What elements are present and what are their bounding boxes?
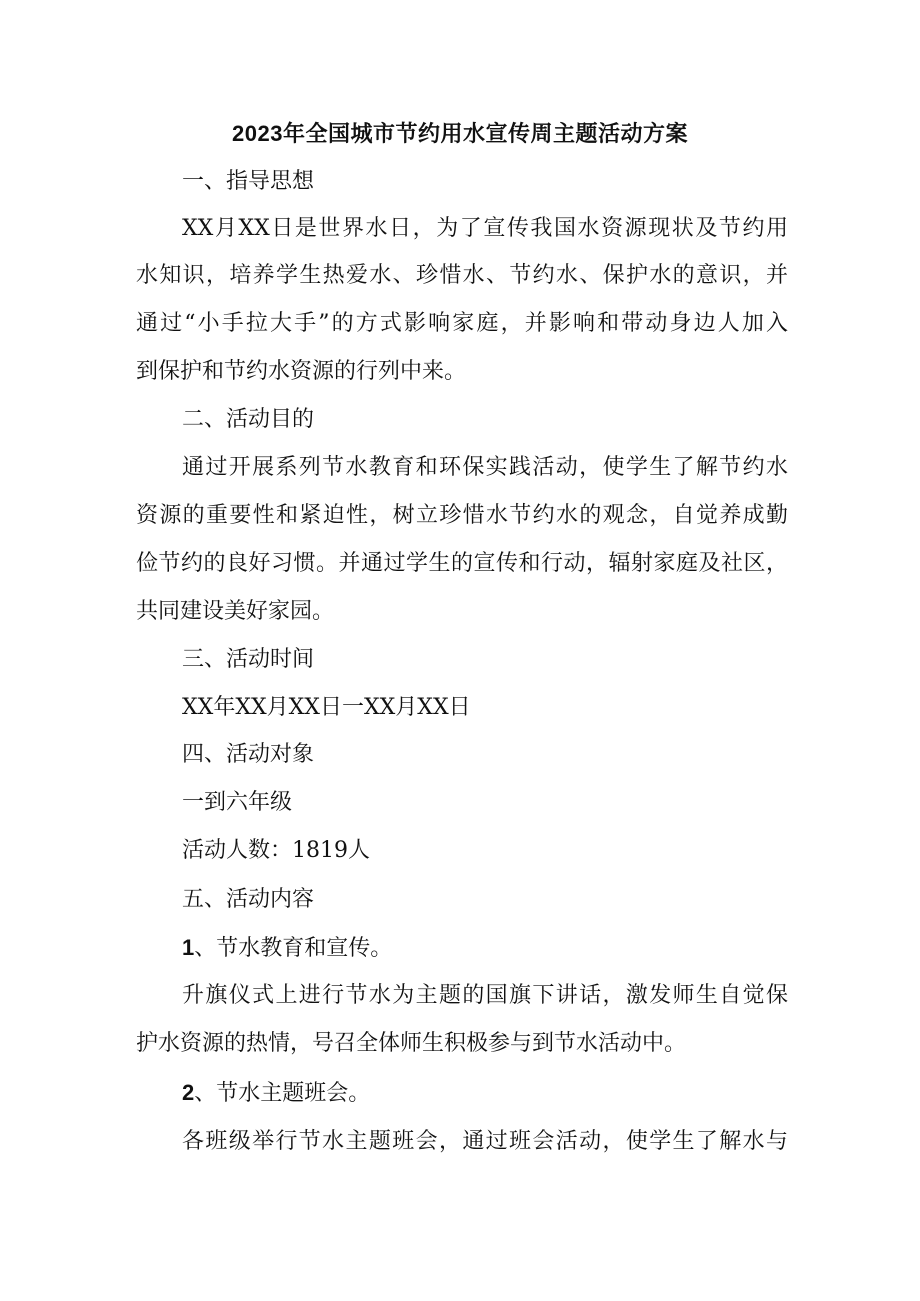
item-title: 、节水教育和宣传。 xyxy=(194,936,393,961)
paragraph-line: 资源的重要性和紧迫性，树立珍惜水节约水的观念，自觉养成勤 xyxy=(136,503,788,528)
section-heading-content: 五、活动内容 xyxy=(182,887,315,912)
paragraph-line: 俭节约的良好习惯。并通过学生的宣传和行动，辐射家庭及社区， xyxy=(136,551,788,576)
section-heading-guiding-ideology: 一、指导思想 xyxy=(182,169,315,194)
paragraph-line: 水知识，培养学生热爱水、珍惜水、节约水、保护水的意识，并 xyxy=(136,263,788,288)
document-title: 2023年全国城市节约用水宣传周主题活动方案 xyxy=(232,121,688,146)
section-heading-purpose: 二、活动目的 xyxy=(182,407,315,432)
paragraph-line: 护水资源的热情，号召全体师生积极参与到节水活动中。 xyxy=(136,1031,687,1056)
paragraph-line: 共同建设美好家园。 xyxy=(136,599,335,624)
section-heading-time: 三、活动时间 xyxy=(182,647,315,672)
participant-grades: 一到六年级 xyxy=(182,790,293,815)
paragraph-line: 各班级举行节水主题班会，通过班会活动，使学生了解水与 xyxy=(182,1129,788,1154)
item-number: 1 xyxy=(182,935,195,960)
paragraph-line: XX月XX日是世界水日，为了宣传我国水资源现状及节约用 xyxy=(182,216,788,241)
content-item-1-heading xyxy=(182,930,392,967)
item-title: 、节水主题班会。 xyxy=(194,1081,371,1106)
paragraph-line: 到保护和节约水资源的行列中来。 xyxy=(136,359,467,384)
participant-count: 活动人数：1819人 xyxy=(182,838,370,863)
content-item-2-heading xyxy=(182,1075,370,1112)
activity-time: XX年XX月XX日一XX月XX日 xyxy=(182,695,471,720)
paragraph-line: 升旗仪式上进行节水为主题的国旗下讲话，激发师生自觉保 xyxy=(182,983,788,1008)
paragraph-line: 通过“小手拉大手”的方式影响家庭，并影响和带动身边人加入 xyxy=(136,311,788,336)
paragraph-line: 通过开展系列节水教育和环保实践活动，使学生了解节约水 xyxy=(182,455,788,480)
section-heading-participants: 四、活动对象 xyxy=(182,742,315,767)
item-number: 2 xyxy=(182,1080,195,1105)
